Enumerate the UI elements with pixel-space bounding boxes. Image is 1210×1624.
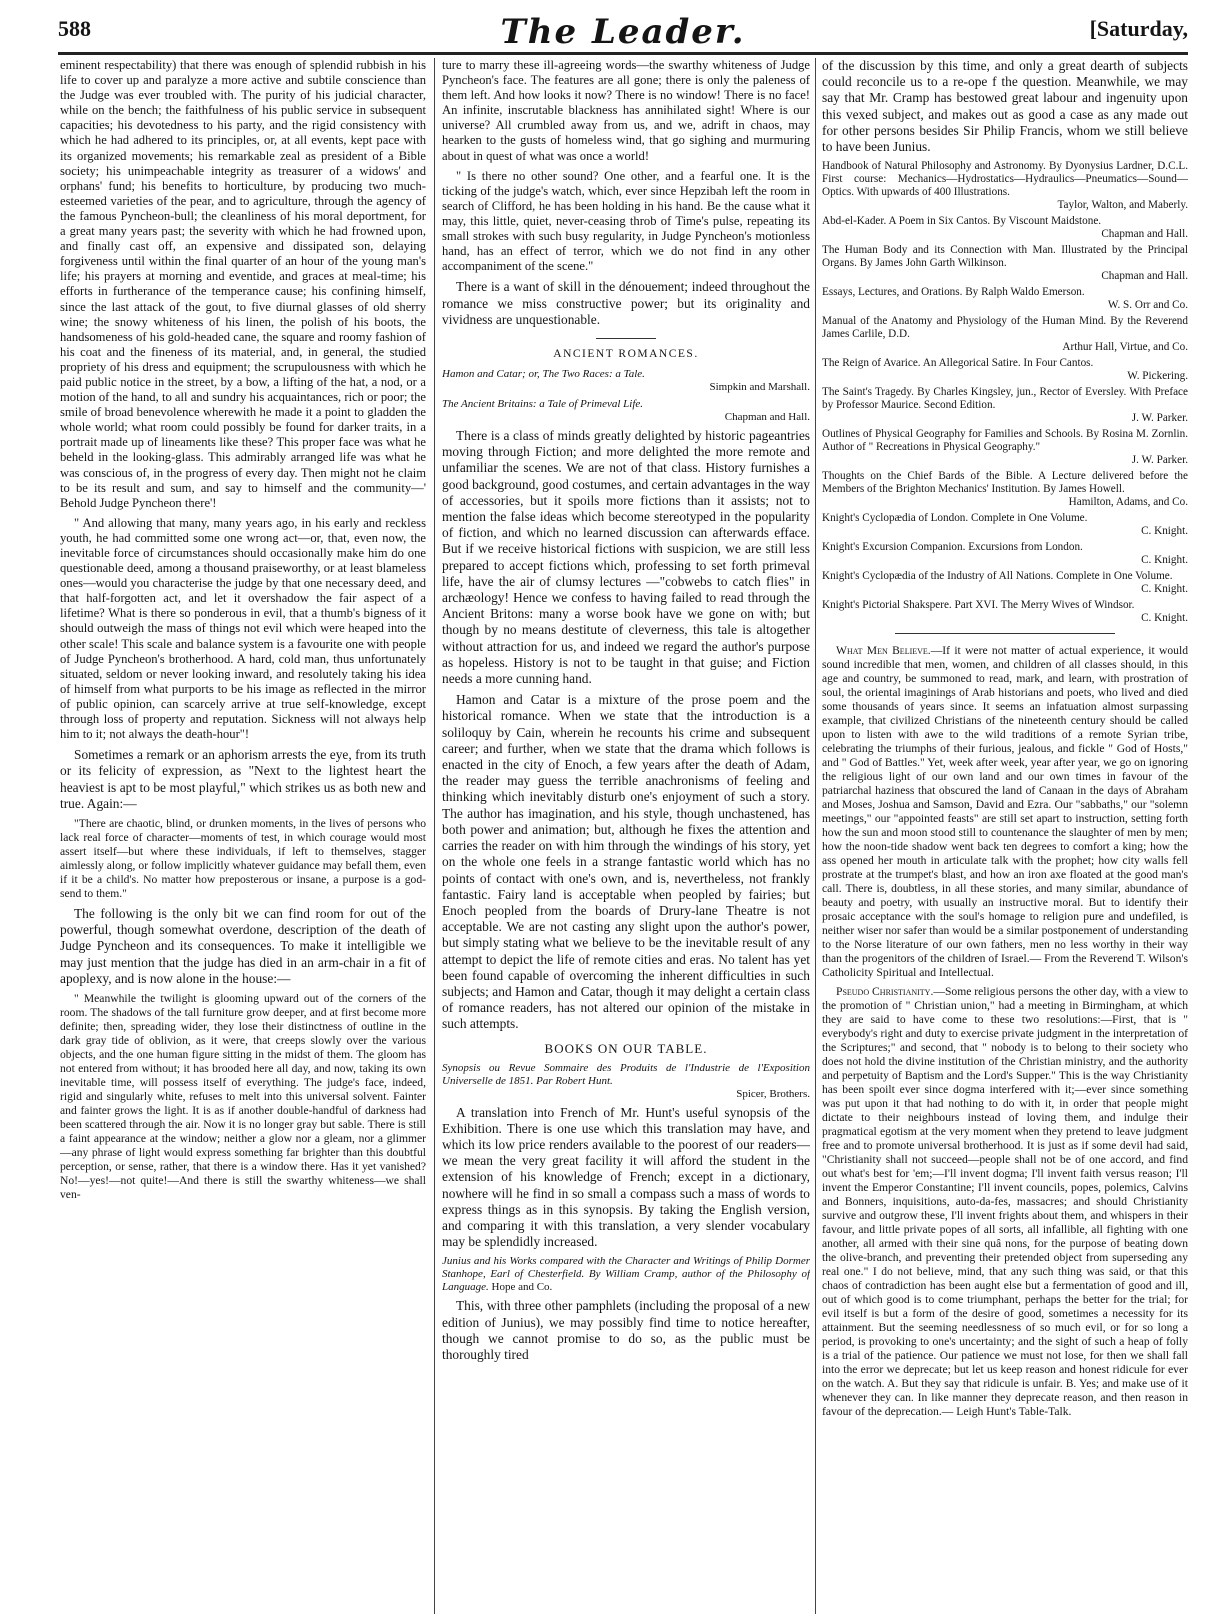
received-book-entry: Thoughts on the Chief Bards of the Bible. A Lecture delivered before the Members of the Brighton Mechanics' Institution. By James Howell. Hamilton, Adams, and Co. [822,470,1188,509]
section-heading-ancient-romances: ANCIENT ROMANCES. [553,347,699,360]
book-title: The Ancient Britains: a Tale of Primeval Life. [442,398,644,411]
received-book-entry: The Reign of Avarice. An Allegorical Satire. In Four Cantos. W. Pickering. [822,357,1188,383]
quote-paragraph: "There are chaotic, blind, or drunken moments, in the lives of persons who lack real force of character—moments of test, in which courage would most assert itself—but where these individuals, if left to themselves, stagger aimlessly along, or follow implicitly whatever guidance may befall them, even if it be a child's. No matter how preposterous or insane, a purpose is a god-send to them." [60,817,426,901]
review-paragraph: A translation into French of Mr. Hunt's useful synopsis of the Exhibition. There is one use which this translation may have, and which its low price renders available to the poorest of our readers—we mean the very great facility it will afford the student in the extension of his knowledge of French; except in a dictionary, nowhere will he find in so small a compass such a mass of words to express things as in this synopsis. By taking the English version, and comparing it with this translation, a very slender vocabulary may be splendidly increased. [442,1104,810,1250]
received-book-entry: Manual of the Anatomy and Physiology of the Human Mind. By the Reverend James Carlile, D.D. Arthur Hall, Virtue, and Co. [822,315,1188,354]
received-book-entry: The Human Body and its Connection with Man. Illustrated by the Principal Organs. By James John Garth Wilkinson. Chapman and Hall. [822,244,1188,283]
column-divider [815,58,816,1614]
received-book-entry: Essays, Lectures, and Orations. By Ralph Waldo Emerson. W. S. Orr and Co. [822,286,1188,312]
book-entry [442,368,810,394]
quote-paragraph: eminent respectability) that there was enough of splendid rubbish in his life to cover up and paralyze a more active and subtile conscience than the Judge was ever troubled with. The purity of his judicial character, while on the bench; the faithfulness of his public service in subsequent capacities; his devotedness to his party, and the rigid consistency with which he had adhered to its principles, or, at all events, kept pace with its organized movements; his remarkable zeal as president of a Bible society; his unimpeachable integrity as treasurer of a widows' and orphans' fund; his benefits to horticulture, by producing two much-esteemed varieties of the pear, and to agriculture, through the agency of the famous Pyncheon-bull; the cleanliness of his moral deportment, for a great many years past; the severity with which he had frowned upon, and finally cast off, an expensive and dissipated son, delaying forgiveness until within the final quarter of an hour of the young man's life; his prayers at morning and eventide, and graces at meal-time; his efforts in furtherance of the temperance cause; his confining himself, since the last attack of the gout, to five diurnal glasses of old sherry wine; the snowy whiteness of his linen, the polish of his boots, the handsomeness of his gold-headed cane, the square and roomy fashion of his coat and the fineness of its material, and, in general, the studied propriety of his dress and equipment; the scrupulousness with which he paid public notice in the street, by a bow, a lifting of the hat, a nod, or a motion of the hand, to all and sundry his acquaintances, rich or poor; the smile of broad benevolence wherewith he made it a point to gladden the whole world; what room could possibly be found for darker traits, in a portrait made up of lineaments like these? This proper face was what he beheld in the looking-glass. This admirably arranged life was what he was conscious of, in the progress of every day. Then might not he claim to be its result and sum, and say to himself and the community—' Behold Judge Pyncheon there'! [60,58,426,510]
header-rule [58,52,1188,55]
quote-paragraph: " And allowing that many, many years ago, in his early and reckless youth, he had committed some one wrong act—or, that, even now, the inevitable force of circumstances should occasionally make him do one questionable deed, among a thousand praiseworthy, or at least blameless ones—would you characterise the judge by that one necessary deed, and that half-forgotten act, and let it overshadow the fair aspect of a lifetime? What is there so ponderous in evil, that a thumb's bigness of it should outweigh the mass of things not evil which were heaped into the other scale! This scale and balance system is a favourite one with people of Judge Pyncheon's brotherhood. A hard, cold man, thus unfortunately situated, seldom or never looking inward, and resolutely taking his idea of himself from what purports to be his image as reflected in the mirror of public opinion, can scarcely arrive at true self-knowledge, except through loss of property and reputation. Sickness will not always help him to it; not always the death-hour"! [60,515,426,742]
body-paragraph: There is a want of skill in the dénouement; indeed throughout the romance we miss constructive power; but its originality and vividness are unquestionable. [442,279,810,327]
received-book-entry: Knight's Excursion Companion. Excursions from London. C. Knight. [822,541,1188,567]
extract-heading: What Men Believe. [836,644,931,658]
review-paragraph: This, with three other pamphlets (including the proposal of a new edition of Junius), we may possibly find time to notice hereafter, though we cannot promise to do so, as the public must be thoroughly tired [442,1298,810,1363]
column-1 [60,58,426,1616]
dateline: [Saturday, [1089,16,1188,41]
book-entry [442,1062,810,1101]
received-book-entry: Knight's Cyclopædia of London. Complete in One Volume. C. Knight. [822,512,1188,538]
book-publisher: Hope and Co. [491,1281,553,1294]
book-title: Synopsis ou Revue Sommaire des Produits de l'Industrie de l'Exposition Universelle de 1851. Par Robert Hunt. [442,1061,810,1087]
received-books-list [822,160,1188,625]
extract-paragraph: What Men Believe.—If it were not matter of actual experience, it would sound incredible that men, women, and children of all classes should, in this age and country, be summoned to read, mark, and learn, with prostration of soul, the oriental imaginings of Arab historians and poets, who lived and died some thousands of years since. It seems an infatuation almost surpassing example, that civilized Christians of the nineteenth century should be called upon to listen with awe to the wild traditions of a remote Syrian tribe, celebrating the triumphs of their furious, jealous, and fickle " God of Hosts," and " God of Battles." Yet, week after week, year after year, we go on ignoring the religious light of our own land and our own times in favour of the patriarchal haziness that obscured the land of Canaan in the days of Abraham and Moses, Joshua and Samson, David and Ezra. Our "sabbaths," our "solemn meetings," our "appointed feasts" are still set apart to instruction, setting forth how the sun and moon stood still to countenance the slaughter of men by men; how the noon-tide shadow went back ten degrees to comfort a king; how the ass opened her mouth in articulate talk with the prophet; how city walls fell prostrate at the trumpet's blast, and how an iron axe floated at the good man's call. There is, doubtless, in all these stories, and many similar, abundance of beauty and poetry, with usually an instructive moral. But to identify their prosaic acceptance with the soul's homage to religion pure and undefiled, is neither wiser nor safer than would be a similar postponement of understanding to the Norse literature of our own fathers, men no less worthy in their way than the progenitors of the children of Israel.— From the Reverend T. Wilson's Catholicity Spiritual and Intellectual. [822,644,1188,980]
section-divider [895,633,1115,634]
section-heading-books-on-our-table: BOOKS ON OUR TABLE. [544,1040,708,1056]
section-divider [596,338,656,339]
book-publisher: Chapman and Hall. [724,411,810,424]
page-header [58,12,1188,52]
quote-paragraph: " Meanwhile the twilight is glooming upward out of the corners of the room. The shadows of the tall furniture grow deeper, and at first become more definite; then, spreading wider, they lose their distinctness of outline in the dark gray tide of oblivion, as it were, that creeps slowly over the various objects, and the one human figure sitting in the midst of them. The gloom has not entered from without; it has brooded here all day, and now, taking its own inevitable time, will possess itself of everything. The judge's face, indeed, rigid and singularly white, refuses to melt into this universal solvent. Fainter and fainter grows the light. It is as if another double-handful of darkness had been scattered through the air. Now it is no longer gray but sable. There is still a faint appearance at the window; neither a glow nor a gleam, nor a glimmer—any phrase of light would express something far brighter than this doubtful perception, or sense, rather, that there is a window there. Has it yet vanished? No!—yes!—not quite!—And there is still the swarthy whiteness—we shall ven- [60,992,426,1202]
extract-heading: Pseudo Christianity. [836,985,934,999]
book-entry [442,398,810,424]
review-paragraph: There is a class of minds greatly delighted by historic pageantries moving through Fiction; and more delighted the more remote and unfamiliar the scenes. We are not of that class. History furnishes a good background, good costumes, and certain advantages in the way of accessories, but it spoils more fictions than it assists; not to mention the false ideas which become stereotyped in the popularity of fiction, and which no learned discussion can afterwards efface. But if we receive historical fictions with suspicion, we are still less prepared to accept fictions which, professing to set forth primeval life, have the air of clumsy lectures —"cobwebs to catch flies" in archæology! Hence we confess to having failed to read through the Ancient Britons: many a worse book have we gone on with; but though by no means destitute of cleverness, this tale is altogether without attraction for us, and indeed we regard the author's purpose as hopeless. History is not to be taught in that guise; and Fiction needs a more cunning hand. [442,428,810,687]
book-publisher: Simpkin and Marshall. [709,381,810,394]
received-book-entry: Abd-el-Kader. A Poem in Six Cantos. By Viscount Maidstone. Chapman and Hall. [822,215,1188,241]
body-paragraph: Sometimes a remark or an aphorism arrests the eye, from its truth or its felicity of expression, as "Next to the lightest heart the heaviest is apt to be most playful," which strikes us as both new and true. Again:— [60,747,426,811]
column-2 [442,58,810,1616]
quote-paragraph: " Is there no other sound? One other, and a fearful one. It is the ticking of the judge's watch, which, ever since Hepzibah left the room in search of Clifford, he has been holding in his hand. Be the cause what it may, this little, quiet, never-ceasing throb of Time's pulse, repeating its small strokes with such busy regularity, in Judge Pyncheon's motionless hand, has an effect of terror, which we do not find in any other accompaniment of the scene." [442,168,810,274]
masthead-title: The Leader. [500,12,746,52]
received-book-entry: Knight's Pictorial Shakspere. Part XVI. The Merry Wives of Windsor. C. Knight. [822,599,1188,625]
received-book-entry: The Saint's Tragedy. By Charles Kingsley, jun., Rector of Eversley. With Preface by Professor Maurice. Second Edition. J. W. Parker. [822,386,1188,425]
column-divider [434,58,435,1614]
received-book-entry: Outlines of Physical Geography for Families and Schools. By Rosina M. Zornlin. Author of " Recreations in Physical Geography." J. W. Parker. [822,428,1188,467]
page-number: 588 [58,16,91,41]
quote-paragraph: ture to marry these ill-agreeing words—the swarthy whiteness of Judge Pyncheon's face. The features are all gone; there is only the paleness of them left. And how looks it now? There is no window! There is no face! An infinite, inscrutable blackness has annihilated sight! Where is our universe? All crumbled away from us, and we, adrift in chaos, may hearken to the gusts of homeless wind, that go sighing and murmuring about in quest of what was once a world! [442,58,810,163]
extract-paragraph: Pseudo Christianity.—Some religious persons the other day, with a view to the promotion of " Christian union," had a meeting in Birmingham, at which they are said to have come to these two resolutions:—First, that is " everybody's right and duty to exercise private judgment in the interpretation of the Scriptures;" and second, that " nobody is to belong to their society who does not hold the divine institution of the Christian ministry, and the authority and perpetuity of Baptism and the Lord's Supper." This is the way Christianity has been spoilt ever since dogma interfered with it;—ever since something was put upon it that had nothing to do with it, in order that people might dictate to their neighbours instead of loving them, and indulge their pragmatical egotism at the very moment when they pretend to leave judgment free and to promote universal brotherhood. It is just as if some devil had said, "Christianity shall not succeed—people shall not be of one accord, and find out what's best for 'em;—I'll invent dogma; I'll invent faith versus reason; I'll invent the Emperor Constantine; I'll invent councils, popes, polemics, Calvins and Bonners, inquisitions, auto-da-fes, massacres; and should Christianity survive and outgrow these, I'll invent frights about them, and whispers in their favour, and little private popes of all sorts, all infallible, all fighting with one another, all armed with their sine quâ nons, for the purpose of beating down the olive-branch, and preventing their pretended object from superseding any real one." I do not believe, mind, that any such thing was said, or that this chaos of contradiction has been aught else but a fermentation of good and ill, out of which good is to come triumphant, perhaps the better for the trial; for evil itself is but a form of the desire of good, sometimes a necessity for its attainment. But the seeming needlessness of so much evil, or for so long a period, is provoking to one's uncertainty; and the sight of such a heap of folly is a trial of the patience. Our patience we must not lose, for then we shall fall into the error we deprecate; but let us keep reason and honest ridicule for ever on the watch. A. But they say that ridicule is unfair. B. Yes; and make use of it whenever they can. In like manner they deprecate reason, and then reason in favour of the deprecation.— Leigh Hunt's Table-Talk. [822,985,1188,1419]
column-3 [822,58,1188,1616]
body-paragraph: The following is the only bit we can find room for out of the powerful, though somewhat overdone, description of the death of Judge Pyncheon and its consequences. To make it intelligible we may just mention that the judge has died in an arm-chair in a fit of apoplexy, and is now alone in the house:— [60,906,426,986]
review-paragraph: of the discussion by this time, and only a great dearth of subjects could reconcile us to a re-ope f the question. Meanwhile, we may say that Mr. Cramp has bestowed great labour and ingenuity upon this vexed subject, and makes out as good a case as any made out for other persons besides Sir Philip Francis, whom we still believe to have been Junius. [822,58,1188,155]
received-book-entry: Knight's Cyclopædia of the Industry of All Nations. Complete in One Volume. C. Knight. [822,570,1188,596]
review-paragraph: Hamon and Catar is a mixture of the prose poem and the historical romance. When we state that the introduction is a soliloquy by Cain, wherein he recounts his crime and subsequent career; and further, when we state that the drama which follows is enacted in the city of Enoch, a few years after the death of Adam, the reader may guess the terrible anachronisms of feeling and thinking which inevitably disturb one's enjoyment of such a story. The author has imagination, and his style, though unchastened, has both power and animation; but, although he fixes the attention and carries the reader on with him through the windings of his story, yet on the whole one feels in a strange fantastic world which has no points of contact with one's own, and is, nevertheless, not frankly fantastic. Fairy land is acceptable when peopled by fairies; but Enoch peopled from the boards of Drury-lane Theatre is not acceptable. We are not casting any slight upon the author's power, but simply stating what we believe to be the inevitable result of any attempt to depict the life of remote cities and eras. No talent has yet been found capable of overcoming the inherent difficulties in such subjects; and Hamon and Catar, though it may delight a certain class of romance readers, has not altered our opinion of the mistake in such attempts. [442,692,810,1032]
book-publisher: Spicer, Brothers. [736,1087,810,1100]
book-title: Junius and his Works compared with the Character and Writings of Philip Dormer Stanhope, Earl of Chesterfield. By William Cramp, author of the Philosophy of Language. [442,1255,810,1294]
book-title: Hamon and Catar; or, The Two Races: a Tale. [442,368,645,381]
received-book-entry: Handbook of Natural Philosophy and Astronomy. By Dyonysius Lardner, D.C.L. First course: Mechanics—Hydrostatics—Hydraulics—Pneumatics—Sound—Optics. With upwards of 400 Illustrations. Taylor, Walton, and Maberly. [822,160,1188,212]
book-entry [442,1255,810,1294]
